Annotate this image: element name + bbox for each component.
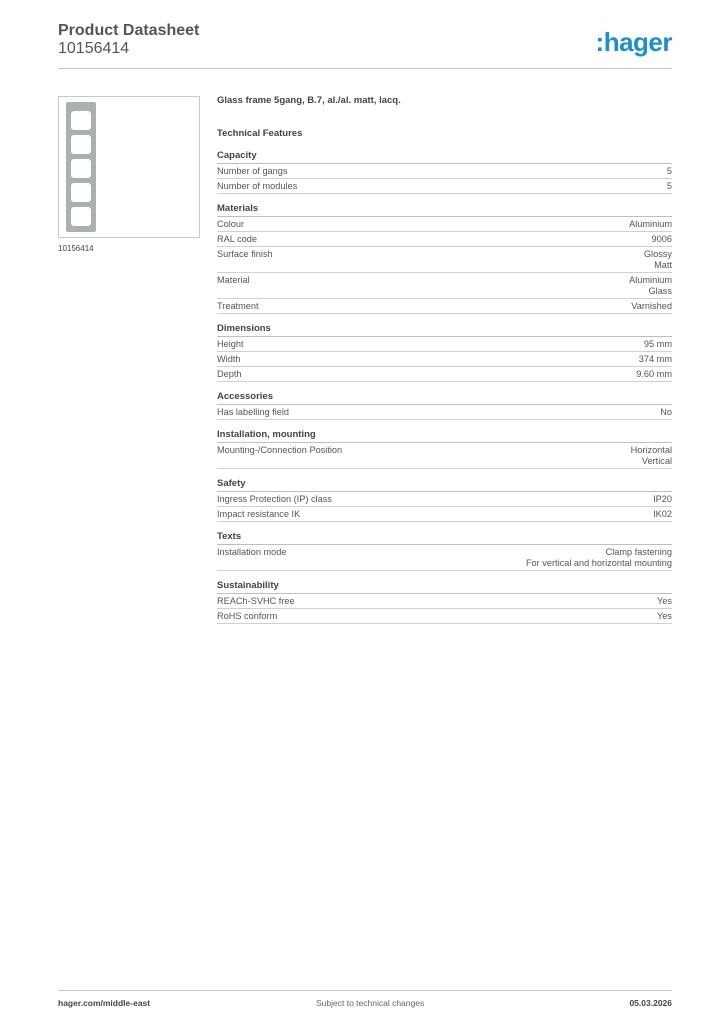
spec-value: 5 [666,166,672,176]
spec-row [217,217,672,232]
footer-divider [58,990,672,991]
spec-label: Mounting-/Connection Position [217,445,343,455]
section-title: Texts [217,531,672,545]
spec-label: Treatment [217,301,259,311]
section-title: Dimensions [217,323,672,337]
spec-row [217,443,672,469]
spec-row [217,179,672,194]
spec-row [217,367,672,382]
section-safety [217,478,672,522]
spec-value: Aluminium Glass [629,275,672,296]
spec-row [217,609,672,624]
feature-sections [217,150,672,624]
spec-value: Varnished [631,301,672,311]
footer-website: hager.com/middle-east [58,998,151,1008]
spec-row [217,594,672,609]
spec-value: Yes [657,611,672,621]
section-materials [217,203,672,314]
spec-value: IK02 [653,509,672,519]
frame-opening [71,159,91,178]
header-divider [58,68,672,69]
spec-row [217,232,672,247]
footer-note: Subject to technical changes [316,998,425,1008]
frame-opening [71,135,91,154]
spec-value: No [660,407,672,417]
datasheet-content [217,90,672,633]
frame-opening [71,111,91,130]
spec-label: Surface finish [217,249,273,259]
spec-row [217,164,672,179]
spec-row [217,299,672,314]
spec-value: Aluminium [629,219,672,229]
spec-row [217,492,672,507]
section-texts [217,531,672,571]
section-sustainability [217,580,672,624]
section-title: Installation, mounting [217,429,672,443]
spec-row [217,273,672,299]
spec-value: Clamp fastening For vertical and horizontal mounting [525,547,672,568]
spec-value: Glossy Matt [643,249,672,270]
spec-row [217,405,672,420]
spec-row [217,337,672,352]
frame-opening [71,183,91,202]
spec-value: 9.60 mm [636,369,672,379]
footer-date: 05.03.2026 [629,998,672,1008]
spec-label: Has labelling field [217,407,290,417]
spec-value: Yes [657,596,672,606]
frame-opening [71,207,91,226]
product-name: Glass frame 5gang, B.7, al./al. matt, lacq. [217,95,401,106]
spec-label: Number of gangs [217,166,288,176]
spec-label: Width [217,354,241,364]
section-capacity [217,150,672,194]
spec-label: Height [217,339,244,349]
section-title: Accessories [217,391,672,405]
section-title: Capacity [217,150,672,164]
product-image [58,96,200,238]
spec-row [217,545,672,571]
spec-row [217,247,672,273]
spec-label: Number of modules [217,181,298,191]
section-title: Safety [217,478,672,492]
spec-label: Installation mode [217,547,287,557]
spec-value: 95 mm [643,339,672,349]
spec-label: Colour [217,219,245,229]
page-title: Product Datasheet [58,22,200,39]
spec-value: IP20 [653,494,672,504]
technical-features-heading: Technical Features [217,128,303,139]
spec-value: 9006 [651,234,672,244]
section-accessories [217,391,672,420]
spec-label: Ingress Protection (IP) class [217,494,332,504]
spec-value: 374 mm [638,354,672,364]
section-title: Sustainability [217,580,672,594]
spec-value: Horizontal Vertical [630,445,672,466]
spec-label: Material [217,275,250,285]
spec-label: REACh-SVHC free [217,596,295,606]
section-dimensions [217,323,672,382]
spec-value: 5 [666,181,672,191]
spec-label: Impact resistance IK [217,509,301,519]
spec-label: RoHS conform [217,611,278,621]
spec-row [217,352,672,367]
spec-row [217,507,672,522]
glass-frame-illustration [66,102,96,232]
spec-label: RAL code [217,234,258,244]
section-installation-mounting [217,429,672,469]
article-number: 10156414 [58,40,130,57]
section-title: Materials [217,203,672,217]
hager-logo: :hager [595,27,672,57]
spec-label: Depth [217,369,242,379]
page-header [58,22,672,70]
image-caption: 10156414 [58,244,94,253]
